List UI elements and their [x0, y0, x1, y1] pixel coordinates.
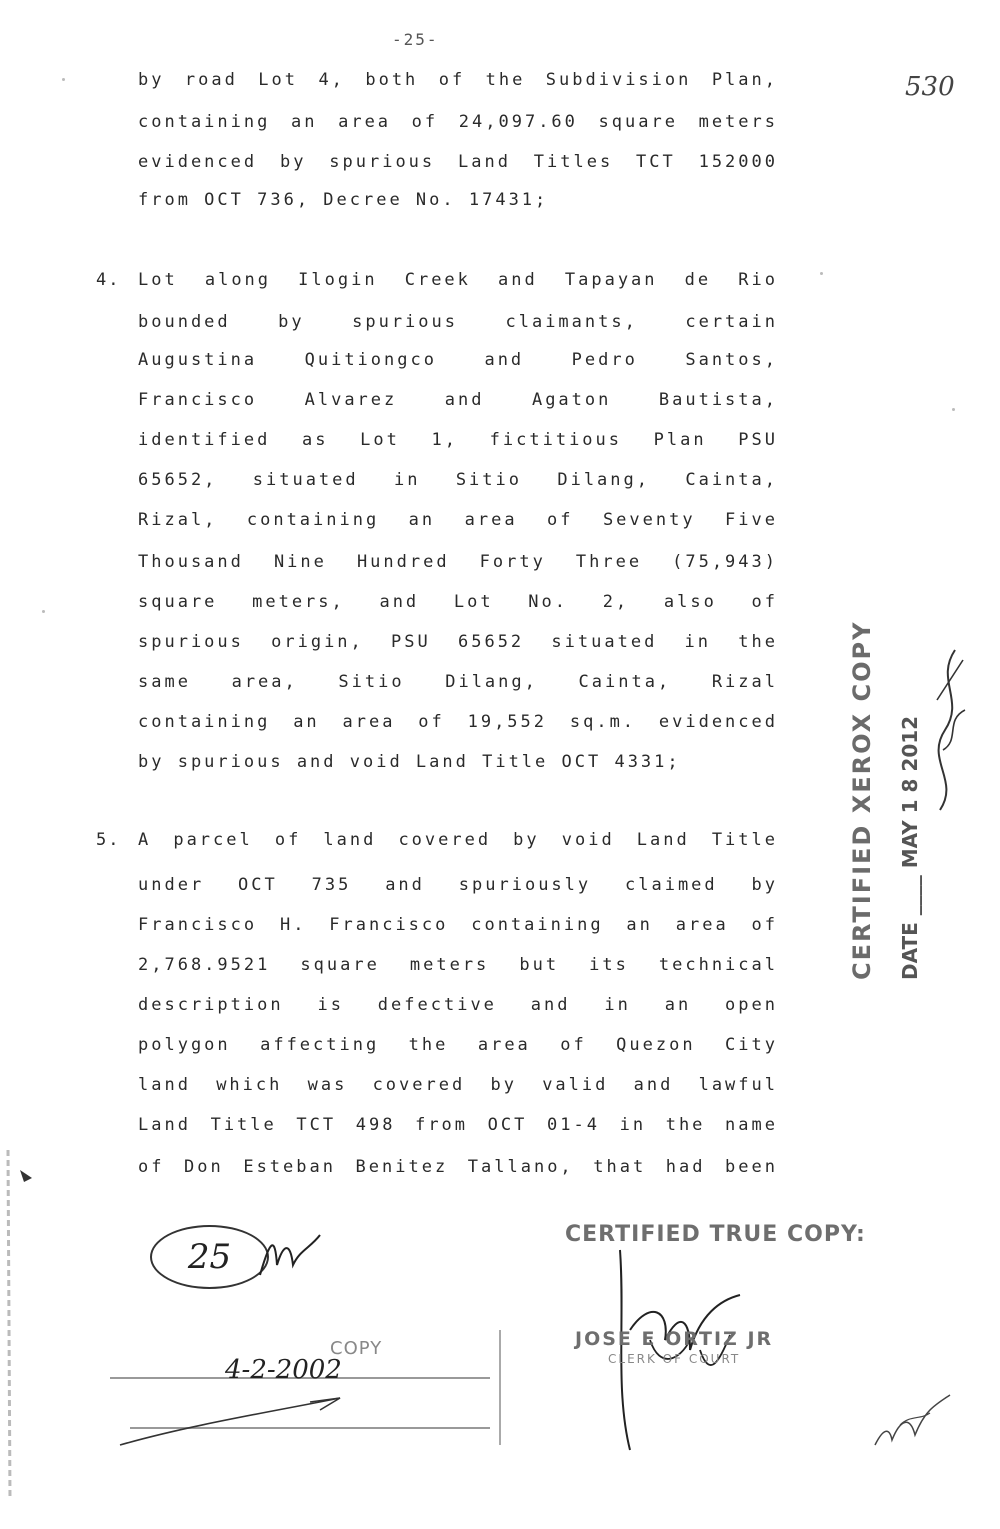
- text-line: 65652, situated in Sitio Dilang, Cainta,: [138, 470, 778, 490]
- clerk-role: CLERK OF COURT: [608, 1352, 741, 1366]
- text-line: Lot along Ilogin Creek and Tapayan de Rio: [138, 270, 778, 290]
- scan-speck: [820, 272, 823, 275]
- handwritten-initials: [255, 1230, 325, 1280]
- text-line: spurious origin, PSU 65652 situated in the: [138, 632, 778, 652]
- text-line: containing an area of 24,097.60 square meters: [138, 112, 778, 132]
- clerk-name: JOSE E ORTIZ JR: [575, 1328, 774, 1350]
- text-line: same area, Sitio Dilang, Cainta, Rizal: [138, 672, 778, 692]
- text-line: by spurious and void Land Title OCT 4331;: [138, 752, 681, 772]
- stamp-date-vertical: DATE ____ MAY 1 8 2012: [898, 715, 922, 980]
- text-line: A parcel of land covered by void Land Title: [138, 830, 778, 850]
- text-line: land which was covered by valid and lawful: [138, 1075, 778, 1095]
- text-line: description is defective and in an open: [138, 995, 778, 1015]
- text-line: Land Title TCT 498 from OCT 01-4 in the name: [138, 1115, 778, 1135]
- item-number-4: 4.: [96, 270, 121, 290]
- text-line: by road Lot 4, both of the Subdivision Plan,: [138, 70, 778, 90]
- text-line: under OCT 735 and spuriously claimed by: [138, 875, 778, 895]
- side-signature: [925, 640, 975, 820]
- text-line: identified as Lot 1, fictitious Plan PSU: [138, 430, 778, 450]
- stamp-copy-label: COPY: [330, 1338, 383, 1359]
- text-line: Francisco H. Francisco containing an area of: [138, 915, 778, 935]
- handwritten-date: 4-2-2002: [225, 1355, 342, 1385]
- text-line: from OCT 736, Decree No. 17431;: [138, 190, 549, 210]
- text-line: Thousand Nine Hundred Forty Three (75,943): [138, 552, 778, 572]
- scan-speck: [952, 408, 955, 411]
- text-line: containing an area of 19,552 sq.m. evidenced: [138, 712, 778, 732]
- text-line: polygon affecting the area of Quezon City: [138, 1035, 778, 1055]
- clerk-signature: [590, 1240, 790, 1460]
- certified-xerox-stamp: CERTIFIED XEROX COPY: [848, 620, 876, 980]
- scan-speck: [62, 78, 65, 81]
- text-line: of Don Esteban Benitez Tallano, that had been: [138, 1157, 778, 1177]
- item-number-5: 5.: [96, 830, 121, 850]
- text-line: square meters, and Lot No. 2, also of: [138, 592, 778, 612]
- text-line: Rizal, containing an area of Seventy Five: [138, 510, 778, 530]
- corner-initials: [870, 1385, 960, 1455]
- handwritten-circled-number: 25: [150, 1225, 269, 1289]
- scan-edge-artifact: [0, 1150, 40, 1500]
- corner-page-number: 530: [905, 72, 955, 102]
- scan-speck: [42, 610, 45, 613]
- received-stamp: [110, 1320, 510, 1450]
- text-line: evidenced by spurious Land Titles TCT 152000: [138, 152, 778, 172]
- certified-true-copy-title: CERTIFIED TRUE COPY:: [565, 1222, 866, 1247]
- text-line: bounded by spurious claimants, certain: [138, 312, 778, 332]
- page-number: -25-: [392, 30, 439, 49]
- text-line: Augustina Quitiongco and Pedro Santos,: [138, 350, 778, 370]
- text-line: Francisco Alvarez and Agaton Bautista,: [138, 390, 778, 410]
- text-line: 2,768.9521 square meters but its technical: [138, 955, 778, 975]
